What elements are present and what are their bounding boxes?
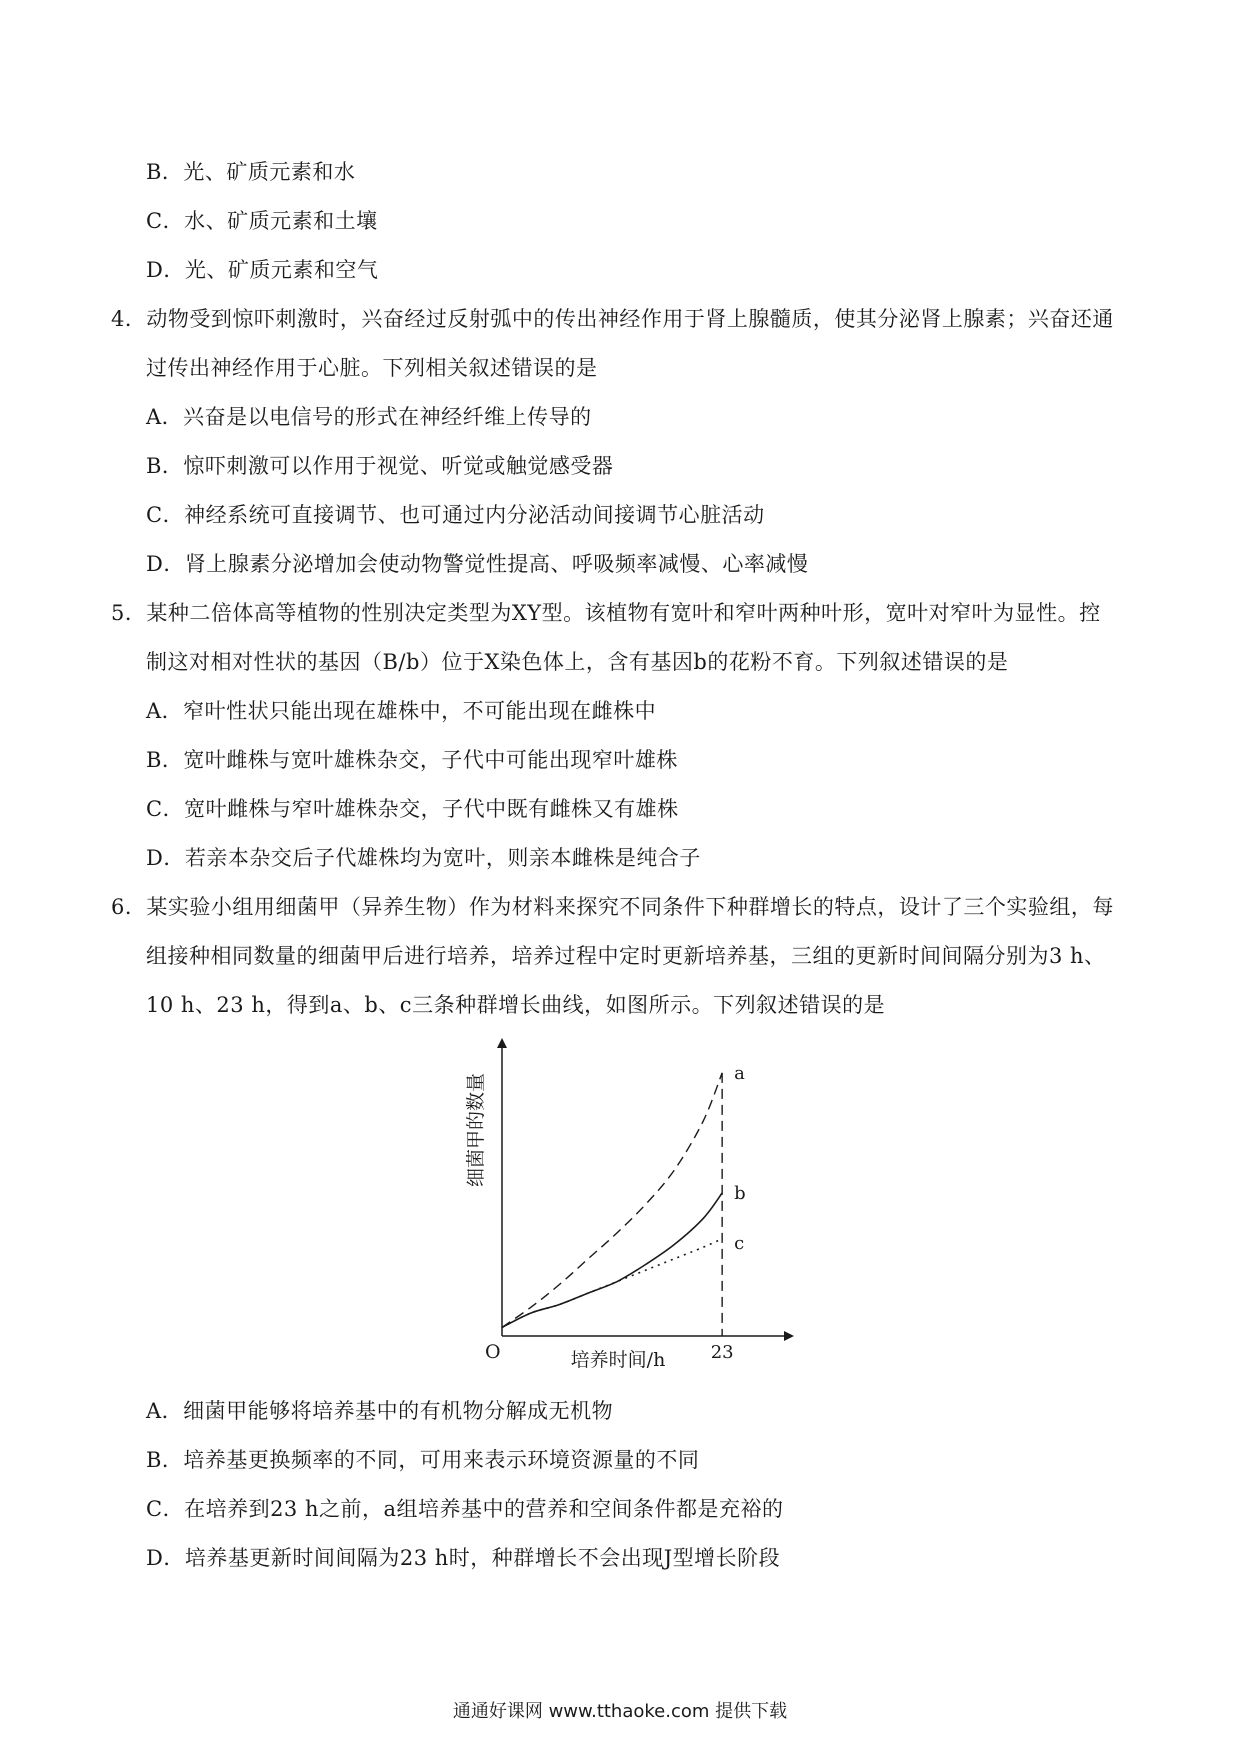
q5-option-d: D．若亲本杂交后子代雄株均为宽叶，则亲本雌株是纯合子: [146, 846, 701, 870]
q3-option-d: D．光、矿质元素和空气: [146, 258, 379, 282]
y-axis-label: 细菌甲的数量: [465, 1072, 487, 1188]
q4-stem-line2: 过传出神经作用于心脏。下列相关叙述错误的是: [146, 356, 598, 380]
q4-stem-line1: 4．动物受到惊吓刺激时，兴奋经过反射弧中的传出神经作用于肾上腺髓质，使其分泌肾上腺素；兴奋还通: [111, 307, 1114, 331]
q3-option-b: B．光、矿质元素和水: [146, 160, 356, 184]
q4-option-c: C．神经系统可直接调节、也可通过内分泌活动间接调节心脏活动: [146, 503, 765, 527]
page-footer: 通通好课网 www.tthaoke.com 提供下载: [452, 1701, 788, 1722]
q5-option-a: A．窄叶性状只能出现在雄株中，不可能出现在雌株中: [146, 699, 657, 723]
series-a-line: [502, 1073, 722, 1328]
series-b-label: b: [734, 1183, 746, 1204]
q5-option-b: B．宽叶雌株与宽叶雄株杂交，子代中可能出现窄叶雄株: [146, 748, 678, 772]
q6-option-b: B．培养基更换频率的不同，可用来表示环境资源量的不同: [146, 1448, 700, 1472]
x-tick-23: 23: [710, 1342, 734, 1363]
q6-option-a: A．细菌甲能够将培养基中的有机物分解成无机物: [146, 1399, 614, 1423]
x-axis-label: 培养时间/h: [570, 1349, 666, 1370]
q3-option-c: C．水、矿质元素和土壤: [146, 209, 378, 233]
series-b-line: [502, 1193, 722, 1327]
q5-option-c: C．宽叶雌株与窄叶雄株杂交，子代中既有雌株又有雄株: [146, 797, 679, 821]
q5-stem-line1: 5．某种二倍体高等植物的性别决定类型为XY型。该植物有宽叶和窄叶两种叶形，宽叶对窄叶为显性。控: [111, 601, 1101, 625]
q4-option-d: D．肾上腺素分泌增加会使动物警觉性提高、呼吸频率减慢、心率减慢: [146, 552, 809, 576]
q6-option-c: C．在培养到23 h之前，a组培养基中的营养和空间条件都是充裕的: [146, 1497, 784, 1521]
q6-stem-line2: 组接种相同数量的细菌甲后进行培养，培养过程中定时更新培养基，三组的更新时间间隔分别为3 h、: [146, 944, 1106, 968]
q6-stem-line3: 10 h、23 h，得到a、b、c三条种群增长曲线，如图所示。下列叙述错误的是: [146, 993, 886, 1017]
q6-stem-line1: 6．某实验小组用细菌甲（异养生物）作为材料来探究不同条件下种群增长的特点，设计了三个实验组，每: [111, 895, 1114, 919]
series-a-label: a: [734, 1062, 745, 1084]
series-c-label: c: [734, 1232, 745, 1254]
q6-option-d: D．培养基更新时间间隔为23 h时，种群增长不会出现J型增长阶段: [146, 1546, 781, 1570]
q4-option-a: A．兴奋是以电信号的形式在神经纤维上传导的: [146, 405, 592, 429]
origin-label: O: [485, 1341, 501, 1363]
population-growth-chart: [430, 1030, 810, 1370]
q5-stem-line2: 制这对相对性状的基因（B/b）位于X染色体上，含有基因b的花粉不育。下列叙述错误的是: [146, 650, 1009, 674]
q4-option-b: B．惊吓刺激可以作用于视觉、听觉或触觉感受器: [146, 454, 614, 478]
